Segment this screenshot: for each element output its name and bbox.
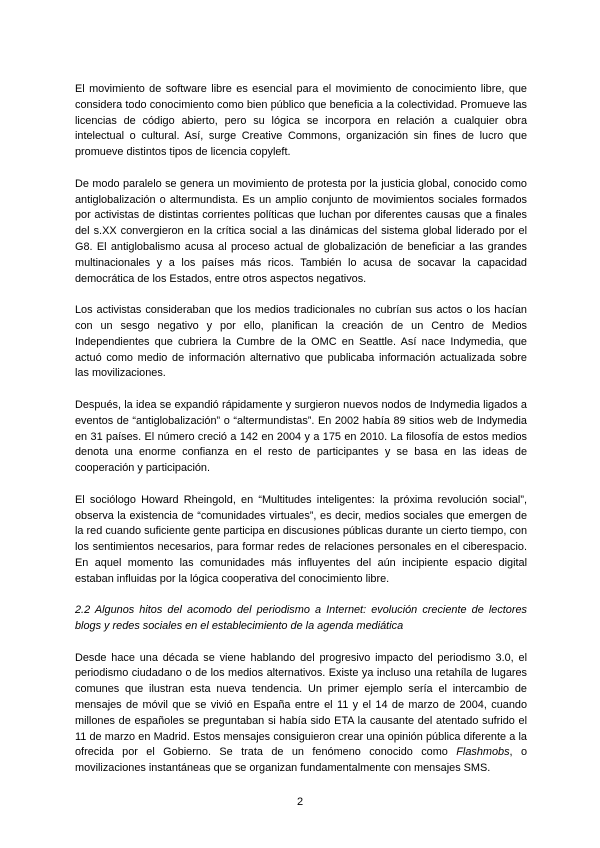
- paragraph-rheingold: El sociólogo Howard Rheingold, en “Multitudes inteligentes: la próxima revolución social”, observa la existencia de “comunidades virtuales”, es decir, medios sociales que emergen de la red cuando suficiente gente participa en discusiones públicas durante un cierto tiempo, con los sentimientos necesarios, para formar redes de relaciones personales en el ciberespacio. En aquel momento las comunidades más influyentes del aún incipiente espacio digital estaban influidas por la lógica cooperativa del conocimiento libre.: [75, 493, 527, 585]
- paragraph-text-before-italic: Desde hace una década se viene hablando del progresivo impacto del periodismo 3.0, el periodismo ciudadano o de los medios alternativos. Existe ya incluso una retahíla de lugares comunes que ilustran esta nueva tendencia. Un primer ejemplo sería el intercambio de mensajes de móvil que se vivió en España entre el 11 y el 14 de marzo de 2004, cuando millones de españoles se preguntaban si había sido ETA la causante del atentado sufrido el 11 de marzo en Madrid. Estos mensajes consiguieron crear una opinión pública diferente a la ofrecida por el Gobierno. Se trata de un fenómeno conocido como: [75, 651, 527, 759]
- page-number: 2: [296, 796, 304, 808]
- flashmobs-term: Flashmobs: [456, 746, 510, 759]
- paragraph-antiglobalizacion: De modo paralelo se genera un movimiento de protesta por la justicia global, conocido como antiglobalización o altermundista. Es un amplio conjunto de movimientos sociales formados por activistas de distintas corrientes políticas que luchan por diferentes causas que a finales del s.XX convergieron en la crítica social a las dinámicas del sistema global liderado por el G8. El antiglobalismo acusa al proceso actual de globalización de beneficiar a las grandes multinacionales y a los países más ricos. También lo acusa de socavar la capacidad democrática de los Estados, entre otros aspectos negativos.: [75, 177, 527, 285]
- document-body: [75, 82, 527, 793]
- paragraph-text-after-italic: , o movilizaciones instantáneas que se organizan fundamentalmente con mensajes SMS.: [75, 746, 528, 775]
- section-heading: 2.2 Algunos hitos del acomodo del periodismo a Internet: evolución creciente de lectores blogs y redes sociales en el establecimiento de la agenda mediática: [75, 604, 527, 633]
- paragraph-periodismo-3-0: [75, 651, 527, 777]
- paragraph-software-libre: El movimiento de software libre es esencial para el movimiento de conocimiento libre, que considera todo conocimiento como bien público que beneficia a la colectividad. Promueve las licencias de código abierto, pero su lógica se incorpora en relación a cualquier obra intelectual o cultural. Así, surge Creative Commons, organización sin fines de lucro que promueve distintos tipos de licencia copyleft.: [75, 83, 527, 159]
- paragraph-expansion-indymedia: Después, la idea se expandió rápidamente y surgieron nuevos nodos de Indymedia ligados a eventos de “antiglobalización” o “altermundistas”. En 2002 había 89 sitios web de Indymedia en 31 países. El número creció a 142 en 2004 y a 175 en 2010. La filosofía de estos medios denota una enorme confianza en el resto de participantes y se basa en las ideas de cooperación y participación.: [75, 398, 527, 475]
- paragraph-indymedia: Los activistas consideraban que los medios tradicionales no cubrían sus actos o los hacían con un sesgo negativo y por ello, planifican la creación de un Centro de Medios Independientes que cubriera la Cumbre de la OMC en Seattle. Así nace Indymedia, que actuó como medio de información alternativo que publicaba información actualizada sobre las movilizaciones.: [75, 304, 527, 380]
